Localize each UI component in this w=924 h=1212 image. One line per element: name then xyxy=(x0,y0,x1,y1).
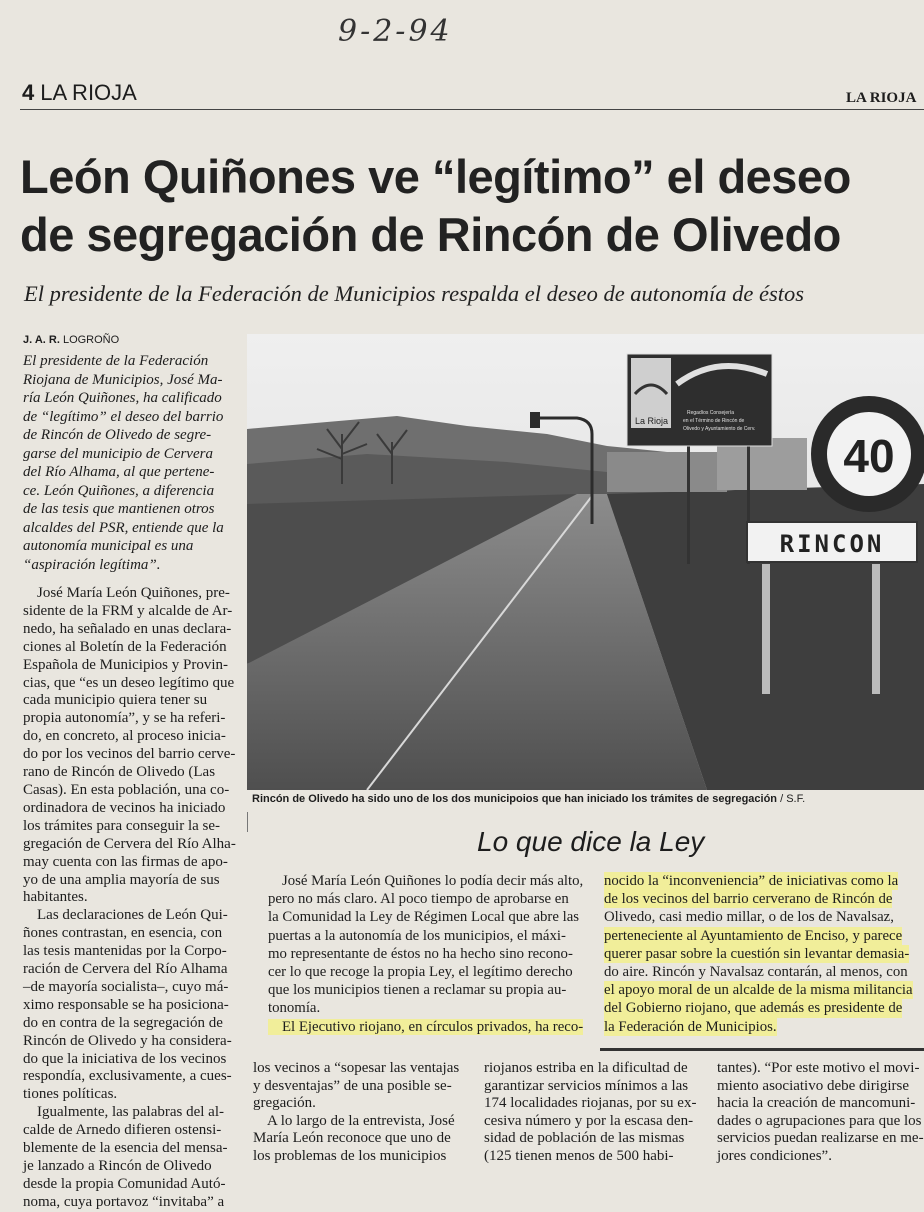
bottom-column-4 xyxy=(717,1060,924,1165)
bottom-column-2-line: A lo largo de la entrevista, José xyxy=(267,1112,455,1129)
column-1-line: ordinadora de vecinos ha iniciado xyxy=(23,799,226,816)
board-line-1: Regadíos Consejería xyxy=(687,410,734,416)
box-left-line: pero no más claro. Al poco tiempo de aprobarse en xyxy=(268,891,569,908)
bottom-column-3-line: cesiva número y por la escasa den- xyxy=(484,1112,694,1129)
lead-line: “aspiración legítima”. xyxy=(23,556,161,573)
box-right-line: del Gobierno riojano, que además es presidente de xyxy=(604,1000,903,1017)
bottom-column-3 xyxy=(484,1060,698,1165)
column-1-line: Casas). En esta población, una co- xyxy=(23,781,230,798)
bottom-column-2 xyxy=(253,1060,475,1165)
column-1-line: rano de Rincón de Olivedo (Las xyxy=(23,764,216,781)
header-rule xyxy=(20,109,924,110)
lead-line: El presidente de la Federación xyxy=(23,353,209,369)
column-1-line: tiones políticas. xyxy=(23,1086,118,1103)
lead-line: ría León Quiñones, ha calificado xyxy=(23,390,222,406)
bottom-column-2-line: los problemas de los municipios xyxy=(253,1147,447,1164)
column-1-line: nedo, ha señalado en unas declara- xyxy=(23,620,232,637)
box-left-line: mo representante de éstos no ha hecho sino recono- xyxy=(268,945,573,962)
box-right-line: querer pasar sobre la cuestión sin levantar demasia- xyxy=(604,945,910,962)
right-section-label: LA RIOJA xyxy=(846,90,917,106)
column-1-line: do que la iniciativa de los vecinos xyxy=(23,1050,227,1067)
bottom-column-2-line: los vecinos a “sopesar las ventajas xyxy=(253,1060,460,1076)
column-1-line: sidente de la FRM y alcalde de Ar- xyxy=(23,602,233,619)
box-left-highlight-text: El Ejecutivo riojano, en círculos privados, ha reco- xyxy=(268,1019,583,1035)
bottom-column-4-line: jores condiciones”. xyxy=(717,1147,832,1164)
bottom-column-2-line: y desventajas” de una posible se- xyxy=(253,1077,452,1094)
bottom-column-3-line: (125 tienen menos de 500 habi- xyxy=(484,1147,674,1164)
column-1-line: respondía, exclusivamente, a cues- xyxy=(23,1068,232,1085)
box-frame-line xyxy=(247,812,248,832)
column-1-line: desde la propia Comunidad Autó- xyxy=(23,1175,226,1192)
headline xyxy=(20,148,924,264)
column-1-line: do, en concreto, al proceso inicia- xyxy=(23,728,226,745)
board-line-2: en el Término de Rincón de xyxy=(683,418,745,424)
box-left-line: cer lo que recoge la propia Ley, el legítimo derecho xyxy=(268,964,573,981)
byline-initials: J. A. R. xyxy=(23,334,60,346)
column-1-line: Las declaraciones de León Qui- xyxy=(37,907,228,924)
column-1-line: cias, que “es un deseo legítimo que xyxy=(23,674,235,691)
road-sign-photo xyxy=(247,334,924,790)
bottom-column-4-line: tantes). “Por este motivo el movi- xyxy=(717,1060,920,1076)
column-1-line: je lanzado a Rincón de Olivedo xyxy=(23,1158,212,1174)
byline-place: LOGROÑO xyxy=(62,334,120,346)
handwritten-date: 9-2-94 xyxy=(338,14,453,49)
lead-line: alcaldes del PSR, entiende que la xyxy=(23,519,224,536)
lead-line: de “legítimo” el deseo del barrio xyxy=(23,408,224,425)
bottom-column-4-line: hacia la creación de mancomuni- xyxy=(717,1095,916,1111)
column-1-line: Rincón de Olivedo y ha considera- xyxy=(23,1032,232,1049)
speed-limit-text: 40 xyxy=(843,430,895,482)
box-right-line: do aire. Rincón y Navalsaz contarán, al menos, con xyxy=(604,964,908,981)
column-1-line: habitantes. xyxy=(23,889,88,906)
box-right-line: perteneciente al Ayuntamiento de Enciso, y parece xyxy=(604,927,903,944)
lead-line: autonomía municipal es una xyxy=(23,538,194,554)
column-1-line: ración de Cervera del Río Alhama xyxy=(23,961,228,978)
box-left-line: la Comunidad la Ley de Régimen Local que abre las xyxy=(268,909,580,926)
box-left-line: tonomía. xyxy=(268,1000,321,1017)
column-1-line: gregación de Cervera del Río Alha- xyxy=(23,835,236,852)
page-header xyxy=(22,80,137,106)
bottom-column-2-line: María León reconoce que uno de xyxy=(253,1130,451,1146)
caption-text: Rincón de Olivedo ha sido uno de los dos municipoios que han iniciado los trámites de segregación xyxy=(252,793,778,805)
box-right-line: de los vecinos del barrio cerverano de Rincón de xyxy=(604,891,893,908)
bottom-column-4-line: miento asociativo debe dirigirse xyxy=(717,1077,910,1094)
subhead: El presidente de la Federación de Municipios respalda el deseo de autonomía de éstos xyxy=(24,281,805,306)
photo-caption xyxy=(252,793,924,805)
box-left-line: que los municipios tienen a reclamar su propia au- xyxy=(268,982,567,999)
column-1-line: calde de Arnedo difieren ostensi- xyxy=(23,1122,222,1139)
box-left-line: José María León Quiñones lo podía decir más alto, xyxy=(282,873,584,889)
lead-paragraph xyxy=(23,352,238,574)
box-left-highlight xyxy=(268,1018,592,1036)
column-1-line: propia autonomía”, y se ha referi- xyxy=(23,710,226,727)
box-left-column xyxy=(268,872,592,1018)
column-1-line: yo de una amplia mayoría de sus xyxy=(23,871,220,888)
column-1-line: do en contra de la segregación de xyxy=(23,1014,223,1031)
board-line-3: Olivedo y Ayuntamiento de Cerv. xyxy=(683,426,756,432)
column-1-line: las tesis mantenidas por la Corpo- xyxy=(23,943,227,960)
box-right-line: la Federación de Municipios. xyxy=(604,1018,777,1035)
bottom-column-2-line: gregación. xyxy=(253,1095,316,1111)
headline-line-1: León Quiñones ve “legítimo” el deseo xyxy=(20,150,851,203)
column-1-line: Española de Municipios y Provin- xyxy=(23,656,228,673)
column-1-line: Igualmente, las palabras del al- xyxy=(37,1104,225,1121)
column-1-line: ciones al Boletín de la Federación xyxy=(23,638,227,655)
column-1-line: los trámites para conseguir la se- xyxy=(23,817,221,834)
column-1-line: blemente de la esencia del mensa- xyxy=(23,1140,228,1157)
page-number: 4 xyxy=(22,80,35,105)
column-1-line: ximo responsable se ha posiciona- xyxy=(23,996,229,1013)
column-1-line: do por los vecinos del barrio cerve- xyxy=(23,746,236,763)
lead-line: ce. León Quiñones, a diferencia xyxy=(23,482,215,499)
column-1-line: noma, cuya portavoz “invitaba” a xyxy=(23,1193,225,1210)
box-right-line: nocido la “inconveniencia” de iniciativas como la xyxy=(604,873,899,889)
box-right-line: el apoyo moral de un alcalde de la misma militancia xyxy=(604,982,913,999)
box-bottom-rule xyxy=(600,1048,924,1051)
caption-credit: / S.F. xyxy=(777,793,806,805)
bottom-column-3-line: 174 localidades riojanas, por su ex- xyxy=(484,1095,697,1111)
lead-line: del Río Alhama, al que pertene- xyxy=(23,464,215,480)
bottom-column-4-line: servicios puedan realizarse en me- xyxy=(717,1130,924,1146)
bottom-column-4-line: dades o agrupaciones para que los xyxy=(717,1112,922,1129)
bottom-column-3-line: garantizar servicios mínimos a las xyxy=(484,1077,689,1094)
lead-line: Riojana de Municipios, José Ma- xyxy=(23,371,223,388)
column-1-line: may cuenta con las firmas de apo- xyxy=(23,853,228,870)
town-sign-text: RINCON xyxy=(779,530,885,558)
lead-line: de las tesis que mantienen otros xyxy=(23,501,215,517)
column-1-line: –de mayoría socialista–, cuyo má- xyxy=(23,978,229,995)
bottom-column-3-line: riojanos estriba en la dificultad de xyxy=(484,1060,688,1076)
box-title: Lo que dice la Ley xyxy=(477,826,705,857)
byline xyxy=(23,334,119,346)
column-1-line: José María León Quiñones, pre- xyxy=(37,585,230,601)
lead-line: de Rincón de Olivedo de segre- xyxy=(23,427,212,443)
lead-line: garse del municipio de Cervera xyxy=(23,445,213,462)
board-brand: La Rioja xyxy=(635,416,669,426)
column-1-line: ñones contrastan, en esencia, con xyxy=(23,925,223,942)
column-1-body xyxy=(23,585,238,1212)
section-name: LA RIOJA xyxy=(40,80,137,105)
box-right-column xyxy=(604,872,924,1036)
column-1-line: cada municipio quiera tener su xyxy=(23,692,208,709)
bottom-column-3-line: sidad de población de las mismas xyxy=(484,1130,685,1146)
headline-line-2: de segregación de Rincón de Olivedo xyxy=(20,208,841,261)
box-right-line: Olivedo, casi medio millar, o de los de Navalsaz, xyxy=(604,909,894,926)
box-left-line: puertas a la autonomía de los municipios, el máxi- xyxy=(268,927,566,944)
